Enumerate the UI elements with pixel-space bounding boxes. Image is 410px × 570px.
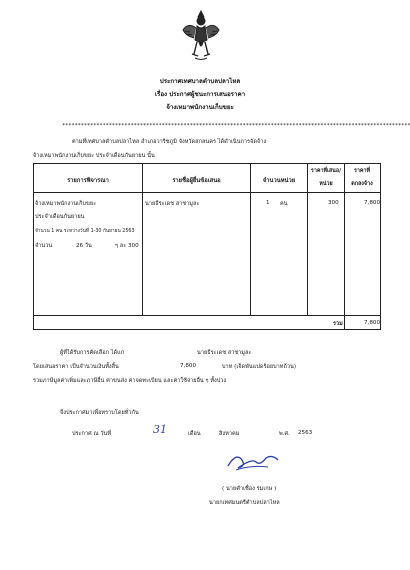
year-value: 2563 <box>298 430 313 436</box>
signature-icon <box>222 448 282 474</box>
total-label: รวม <box>333 321 343 327</box>
year-label: พ.ศ. <box>279 431 290 437</box>
header-qty: จำนวนหน่วย <box>262 178 296 184</box>
hire-price: 7,800 <box>364 200 381 206</box>
item-line-2: ประจำเดือนกันยายน <box>35 214 85 220</box>
signatory-position: นายกเทศมนตรีตำบลปลาไหล <box>209 500 280 506</box>
star-divider: **************************************************************************************************************** <box>62 123 410 129</box>
tax-note: รวมภาษีมูลค่าเพิ่มและภาษีอื่น ค่าขนส่ง ค่าจดทะเบียน และค่าใช้จ่ายอื่น ๆ ทั้งปวง <box>33 378 227 384</box>
date-day: 31 <box>153 423 167 436</box>
announcement-subject: เรื่อง ประกาศผู้ชนะการเสนอราคา <box>154 91 246 98</box>
item-line-4c: ๆ ละ 300 <box>115 243 139 249</box>
month-label: เดือน <box>188 431 201 437</box>
signatory-name: ( นายคำเชื่อง ร่มเกษ ) <box>222 486 277 492</box>
header-vendor: รายชื่อผู้ยื่นข้อเสนอ <box>172 178 221 184</box>
total-value: 7,800 <box>364 320 381 326</box>
item-line-4a: จำนวน <box>35 243 53 249</box>
header-item: รายการพิจารณา <box>67 178 109 184</box>
vendor-name: นายธีระเดช สาชามูละ <box>145 201 200 207</box>
selected-label: ผู้ที่ได้รับการคัดเลือก ได้แก่ <box>60 350 125 356</box>
item-line-3: จำนวน 1 คน ระหว่างวันที่ 1-30 กันยายน 2563 <box>35 229 135 234</box>
intro-line-2: จ้างเหมาพนักงานเก็บขยะ ประจำเดือนกันยายน นั้น <box>33 153 155 159</box>
intro-line-1: ตามที่เทศบาลตำบลปลาไหล อำเภอวาริชภูมิ จังหวัดสกลนคร ได้ดำเนินการจัดจ้าง <box>72 139 267 145</box>
header-offer-unit: หน่วย <box>319 181 333 187</box>
header-offer-price: ราคาที่เสนอ/ <box>310 168 342 174</box>
offer-price: 300 <box>328 200 339 206</box>
month-value: สิงหาคม <box>219 431 240 437</box>
selected-name: นายธีระเดช สาชามูละ <box>197 350 252 356</box>
price-label: โดยเสนอราคา เป็นจำนวนเงินทั้งสิ้น <box>33 364 119 370</box>
header-hire-agreed: ตกลงจ้าง <box>351 181 373 187</box>
price-unit: บาท (เจ็ดพันแปดร้อยบาทถ้วน) <box>222 364 297 370</box>
item-line-4b: 26 วัน <box>76 243 92 249</box>
qty-number: 1 <box>266 200 270 206</box>
date-label: ประกาศ ณ วันที่ <box>72 431 112 437</box>
header-hire-price: ราคาที่ <box>353 168 371 174</box>
garuda-emblem-icon <box>180 8 222 64</box>
announce-line: จึงประกาศมาเพื่อทราบโดยทั่วกัน <box>60 410 139 416</box>
price-value: 7,800 <box>180 363 197 369</box>
announcement-project: จ้างเหมาพนักงานเก็บขยะ <box>166 104 234 111</box>
announcement-title: ประกาศเทศบาลตำบลปลาไหล <box>159 78 241 85</box>
qty-unit: คน <box>280 201 288 207</box>
item-line-1: จ้างเหมาพนักงานเก็บขยะ <box>35 201 97 207</box>
